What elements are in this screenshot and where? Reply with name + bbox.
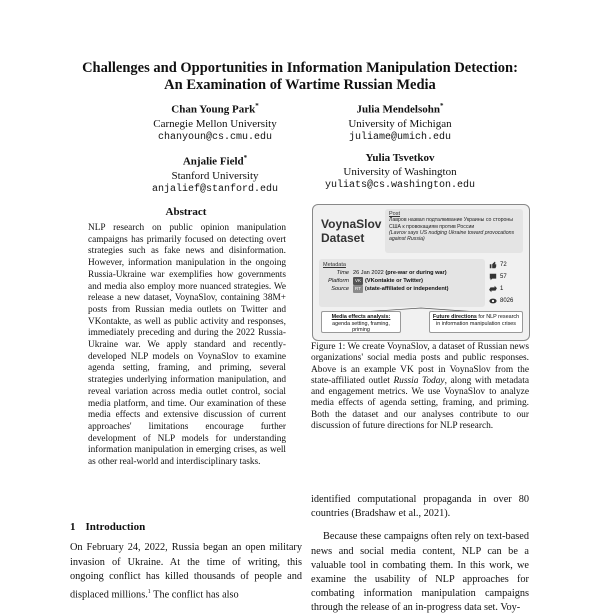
equal-contribution-mark: * — [255, 102, 259, 110]
abstract-body — [88, 223, 286, 469]
author-affiliation: Stanford University — [171, 169, 259, 182]
abstract-text: NLP research on public opinion manipulation campaigns has primarily focused on detecting overt strategies such as fake news and disinformation. However, information manipulation in the ongoing Russia-Ukraine war exemplifies how governments and media also employ more nuanced strategies. We release a new dataset, VoynaSlov, containing 38M+ posts from Russian media outlets on Twitter and VKontakte, as well as public activity and responses, immediately preceding and during the 2022 Russia-Ukraine war. We apply standard and recently-developed NLP models on VoynaSlov to examine agenda setting, framing, and priming, several strategies underlying information manipulation, and reveal variation across media outlet control, social media platform, and time. Our examination of these media effects and extensive discussion of current approaches' limitations encourage further development of NLP models for understanding information manipulation in emerging crises, as well as other real-world and interdisciplinary tasks. — [88, 223, 286, 468]
dataset-word: Dataset — [321, 231, 365, 245]
future-directions-box — [429, 311, 523, 333]
right-column-text — [311, 493, 529, 616]
media-effects-label: Media effects analysis: — [331, 314, 391, 320]
title-line-2: An Examination of Wartime Russian Media — [164, 77, 436, 93]
author-name: Julia Mendelsohn — [356, 103, 440, 116]
abstract-heading: Abstract — [165, 206, 207, 218]
platform-value: (VKontakte or Twitter) — [365, 278, 424, 284]
caption-italic: Russia Today — [393, 375, 445, 386]
author-block — [280, 99, 520, 145]
future-directions-text: for NLP research in information manipulation crises — [436, 314, 520, 327]
section-number: 1 — [70, 521, 76, 533]
media-effects-box — [321, 311, 401, 333]
author-name: Yulia Tsvetkov — [365, 152, 435, 164]
time-note: (pre-war or during war) — [385, 270, 447, 276]
author-affiliation: University of Washington — [343, 166, 457, 178]
right-paragraph-1: identified computational propaganda in over 80 countries (Bradshaw et al., 2021). — [311, 494, 529, 520]
author-email[interactable]: juliame@umich.edu — [348, 131, 452, 143]
author-email[interactable]: chanyoun@cs.cmu.edu — [157, 131, 273, 143]
equal-contribution-mark: * — [439, 102, 444, 110]
section-heading — [70, 521, 155, 533]
media-effects-text: agenda setting, framing, priming — [332, 320, 390, 333]
intro-text: On February 24, 2022, Russia began an open military invasion of Ukraine. At the time of writing, this ongoing conflict has killed thousands of people and displaced millions. — [70, 542, 302, 600]
caption-text: Figure 1: We create VoynaSlov, a dataset of Russian news organizations' social media posts and public responses. Above is an example VK post in VoynaSlov from the state-affiliated outlet — [311, 342, 529, 386]
reposts-count: 1 — [500, 286, 504, 292]
intro-text-continued: The conflict has also — [150, 588, 239, 600]
dataset-name: VoynaSlov — [321, 217, 382, 231]
author-name: Chan Young Park — [171, 103, 256, 116]
platform-key: Platform — [328, 278, 349, 284]
author-block — [280, 151, 520, 193]
time-value: 26 Jan 2022 — [353, 270, 384, 276]
right-paragraph-2: Because these campaigns often rely on text-based news and social media content, NLP can be a valuable tool in combating them. In this work, we examine the usability of NLP approaches for combating information manipulation campaigns through the release of an in-progress data set. Voy- — [311, 531, 529, 614]
author-affiliation: Carnegie Mellon University — [153, 117, 277, 130]
caption-text-continued: , along with metadata and engagement metrics. We use VoynaSlov to analyze media effects of agenda setting, framing, and priming. Both the dataset and our analyses contribute to our discussion of future directions for NLP research. — [311, 375, 529, 432]
comments-count: 57 — [500, 274, 507, 280]
future-directions-label: Future directions — [432, 314, 477, 320]
source-value: (state-affiliated or independent) — [364, 286, 449, 292]
intro-paragraph — [70, 541, 302, 602]
views-count: 8026 — [500, 298, 514, 304]
author-affiliation: University of Michigan — [348, 117, 452, 130]
source-key: Source — [331, 286, 349, 292]
rt-logo-icon: RT — [355, 286, 361, 291]
post-english-translation: (Lavrov says US nudging Ukraine toward provocations against Russia) — [389, 229, 515, 243]
figure-1 — [312, 204, 530, 341]
metadata-label: Metadata — [323, 262, 346, 268]
likes-count: 72 — [500, 262, 507, 268]
author-email[interactable]: anjalief@stanford.edu — [151, 183, 279, 195]
figure-caption — [311, 342, 529, 432]
time-key: Time — [336, 270, 349, 276]
section-title: Introduction — [85, 521, 146, 533]
author-name: Anjalie Field — [182, 155, 244, 168]
paper-title — [60, 60, 540, 94]
footnote-marker[interactable]: 1 — [147, 588, 151, 595]
title-line-1: Challenges and Opportunities in Information Manipulation Detection: — [82, 60, 518, 76]
author-email[interactable]: yuliats@cs.washington.edu — [324, 180, 476, 191]
post-russian-text: Лавров назвал подталкивание Украины со стороны США к провокациям против России — [389, 217, 513, 230]
equal-contribution-mark: * — [243, 154, 248, 162]
vk-logo-icon: VK — [355, 278, 362, 283]
post-label: Post — [389, 211, 401, 217]
